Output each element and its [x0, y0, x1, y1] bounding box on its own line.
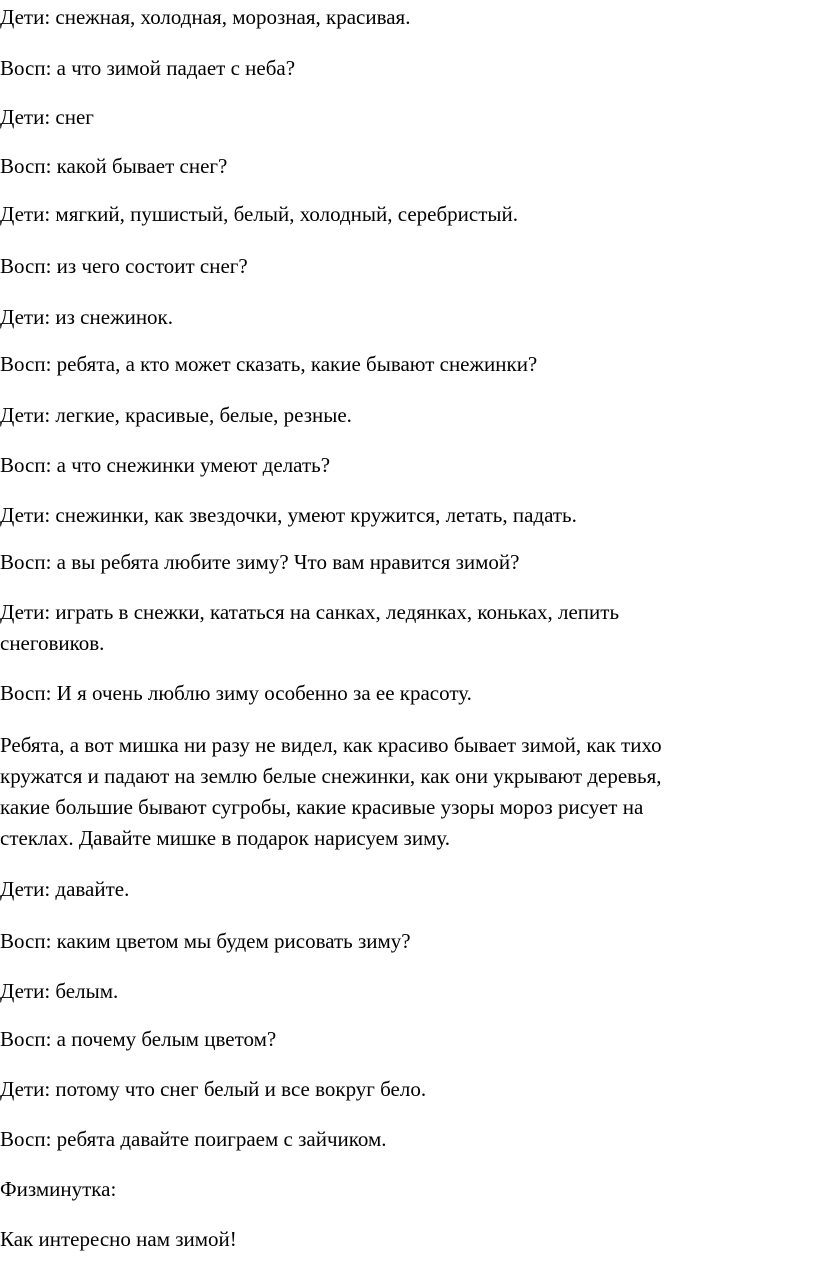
paragraph [0, 450, 812, 481]
paragraph-line: Дети: из снежинок. [0, 305, 174, 329]
paragraph [0, 302, 812, 333]
paragraph [0, 151, 812, 182]
paragraph [0, 1024, 812, 1055]
paragraph-line: Восп: из чего состоит снег? [0, 254, 248, 278]
paragraph [0, 874, 812, 905]
paragraph [0, 976, 812, 1007]
paragraph [0, 500, 812, 531]
paragraph-line: Восп: ребята давайте поиграем с зайчиком. [0, 1127, 387, 1151]
paragraph-line: Восп: а вы ребята любите зиму? Что вам нравится зимой? [0, 550, 520, 574]
paragraph-line: кружатся и падают на землю белые снежинки, как они укрывают деревья, [0, 764, 662, 788]
paragraph-line: Дети: белым. [0, 979, 119, 1003]
paragraph [0, 400, 812, 431]
paragraph-line: Физминутка: [0, 1177, 117, 1201]
paragraph-line: Дети: снег [0, 105, 94, 129]
paragraph [0, 547, 812, 578]
paragraph [0, 1074, 812, 1105]
paragraph [0, 2, 812, 33]
paragraph-line: Дети: легкие, красивые, белые, резные. [0, 403, 352, 427]
paragraph [0, 251, 812, 282]
paragraph [0, 1224, 812, 1255]
paragraph [0, 199, 812, 230]
paragraph-line: Дети: снежинки, как звездочки, умеют кружится, летать, падать. [0, 503, 577, 527]
paragraph-line: Восп: а почему белым цветом? [0, 1027, 277, 1051]
paragraph [0, 1174, 812, 1205]
paragraph [0, 1124, 812, 1155]
paragraph-line: Дети: потому что снег белый и все вокруг бело. [0, 1077, 427, 1101]
paragraph [0, 349, 812, 380]
paragraph [0, 597, 812, 659]
paragraph-line: Дети: давайте. [0, 877, 130, 901]
paragraph-line: Восп: каким цветом мы будем рисовать зиму? [0, 929, 411, 953]
paragraph-line: Восп: а что зимой падает с неба? [0, 56, 296, 80]
paragraph-line: Дети: снежная, холодная, морозная, красивая. [0, 5, 411, 29]
paragraph-line: снеговиков. [0, 631, 105, 655]
paragraph-line: Восп: И я очень люблю зиму особенно за ее красоту. [0, 681, 472, 705]
paragraph-line: Дети: мягкий, пушистый, белый, холодный, серебристый. [0, 202, 518, 226]
paragraph-line: Как интересно нам зимой! [0, 1227, 237, 1251]
paragraph-line: Восп: а что снежинки умеют делать? [0, 453, 331, 477]
paragraph [0, 53, 812, 84]
paragraph-line: стеклах. Давайте мишке в подарок нарисуем зиму. [0, 826, 451, 850]
paragraph [0, 678, 812, 709]
paragraph-line: Восп: какой бывает снег? [0, 154, 228, 178]
paragraph-line: какие большие бывают сугробы, какие красивые узоры мороз рисует на [0, 795, 644, 819]
paragraph-line: Дети: играть в снежки, кататься на санках, ледянках, коньках, лепить [0, 600, 620, 624]
paragraph [0, 926, 812, 957]
paragraph [0, 102, 812, 133]
paragraph-line: Ребята, а вот мишка ни разу не видел, как красиво бывает зимой, как тихо [0, 733, 662, 757]
paragraph [0, 730, 812, 854]
paragraph-line: Восп: ребята, а кто может сказать, какие бывают снежинки? [0, 352, 538, 376]
